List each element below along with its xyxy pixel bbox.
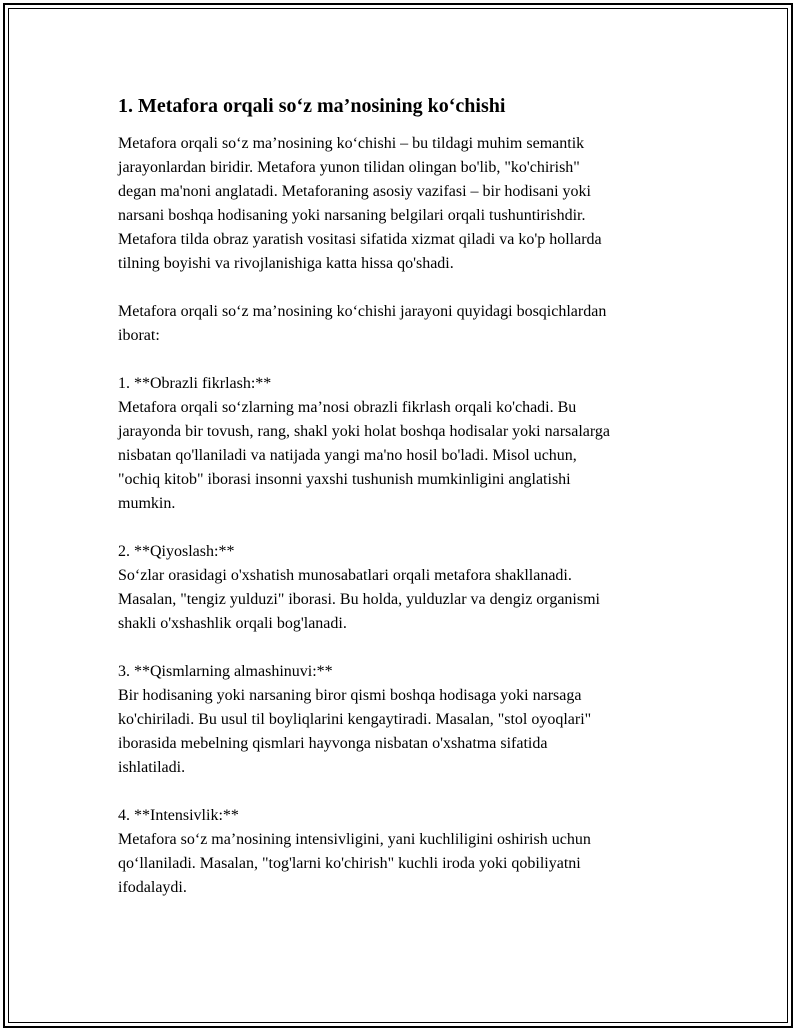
list-item-body: So‘zlar orasidagi o'xshatish munosabatlari orqali metafora shakllanadi. Masalan, "tengiz yulduzi" iborasi. Bu holda, yulduzlar va dengiz organismi shakli o'xshashlik orqali bog'lanadi. — [118, 567, 600, 632]
paragraph-gap — [118, 348, 703, 372]
list-item-body: Bir hodisaning yoki narsaning biror qismi boshqa hodisaga yoki narsaga ko'chiriladi. Bu usul til boyliqlarini kengaytiradi. Masalan, "stol oyoqlari" iborasida mebelning qismlari hayvonga nisbatan o'xshatma sifatida ishlatiladi. — [118, 687, 592, 776]
section-title: 1. Metafora orqali so‘z ma’nosining ko‘chishi — [118, 95, 506, 117]
paragraph-gap — [118, 636, 703, 660]
paragraph-gap — [118, 516, 703, 540]
lead-paragraph: Metafora orqali so‘z ma’nosining ko‘chishi jarayoni quyidagi bosqichlardan iborat: — [118, 303, 607, 344]
paragraph-gap — [118, 276, 703, 300]
list-item-heading: 3. **Qismlarning almashinuvi:** — [118, 663, 333, 680]
intro-paragraph: Metafora orqali so‘z ma’nosining ko‘chishi – bu tildagi muhim semantik jarayonlardan biridir. Metafora yunon tilidan olingan bo'lib, "ko'chirish" degan ma'noni anglatadi. Metaforaning asosiy vazifasi – bir hodisani yoki narsani boshqa hodisaning yoki narsaning belgilari orqali tushuntirishdir. Metafora tilda obraz yaratish vositasi sifatida xizmat qiladi va ko'p hollarda tilning boyishi va rivojlanishiga katta hissa qo'shadi. — [118, 135, 602, 272]
list-item-heading: 2. **Qiyoslash:** — [118, 543, 235, 560]
list-item — [118, 660, 703, 780]
list-item-heading: 4. **Intensivlik:** — [118, 807, 239, 824]
list-item — [118, 804, 703, 900]
list-item — [118, 372, 703, 516]
list-item — [118, 540, 703, 636]
list-item-heading: 1. **Obrazli fikrlash:** — [118, 375, 272, 392]
list-item-body: Metafora so‘z ma’nosining intensivligini, yani kuchliligini oshirish uchun qo‘llaniladi. Masalan, "tog'larni ko'chirish" kuchli iroda yoki qobiliyatni ifodalaydi. — [118, 831, 591, 896]
document-body — [118, 92, 703, 900]
paragraph-gap — [118, 780, 703, 804]
list-item-body: Metafora orqali so‘zlarning ma’nosi obrazli fikrlash orqali ko'chadi. Bu jarayonda bir tovush, rang, shakl yoki holat boshqa hodisalar yoki narsalarga nisbatan qo'llaniladi va natijada yangi ma'no hosil bo'ladi. Misol uchun, "ochiq kitob" iborasi insonni yaxshi tushunish mumkinligini anglatishi mumkin. — [118, 399, 611, 512]
